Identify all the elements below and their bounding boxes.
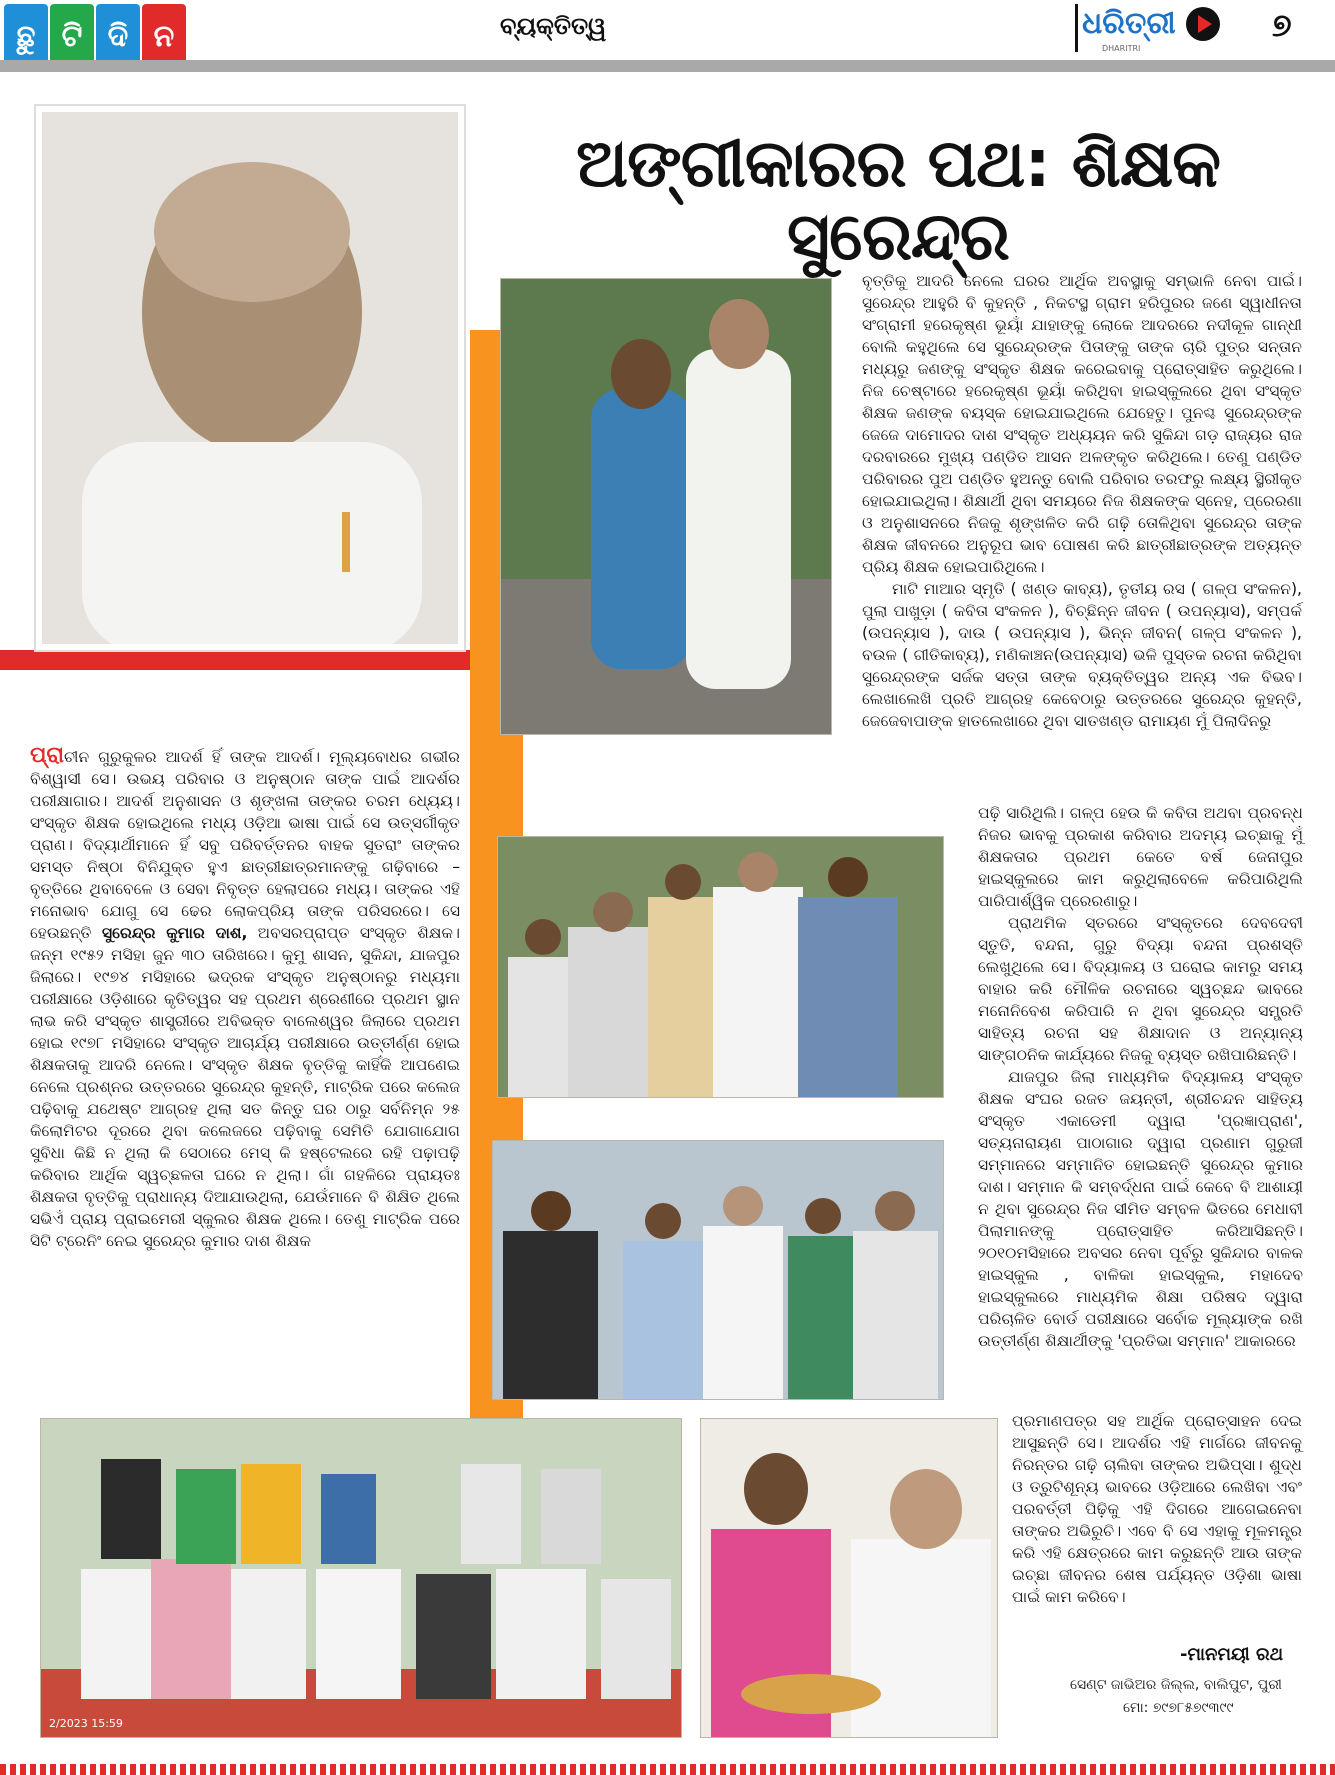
right-column-top — [862, 270, 1302, 732]
section-label: ବ୍ୟକ୍ତିତ୍ୱ — [500, 12, 607, 40]
masthead-letter-3: ଦି — [96, 4, 140, 68]
masthead-letter-1: ଛୁ — [4, 4, 48, 68]
paragraph: ପ୍ରାଥମିକ ସ୍ତରରେ ସଂସ୍କୃତରେ ଦେବଦେବୀ ସ୍ତୁତି, ବନ୍ଦନା, ଗୁରୁ ବିଦ୍ୟା ବନ୍ଦନା ପ୍ରଶସ୍ତି ଲେଖୁଥିଲେ ସେ। ବିଦ୍ୟାଳୟ ଓ ଘରୋଇ କାମରୁ ସମୟ ବାହାର କରି ମୌଳିକ ରଚନାରେ ସ୍ୱଚ୍ଛନ୍ଦ ଭାବରେ ମନୋନିବେଶ କରିପାରି ନ ଥିବା ସୁରେନ୍ଦ୍ର ସମ୍ପ୍ରତି ସାହିତ୍ୟ ରଚନା ସହ ଶିକ୍ଷାଦାନ ଓ ଅନ୍ୟାନ୍ୟ ସାଙ୍ଗଠନିକ କାର୍ଯ୍ୟରେ ନିଜକୁ ବ୍ୟସ୍ତ ରଖିପାରିଛନ୍ତି। — [978, 914, 1303, 1064]
red-accent-bar — [0, 650, 470, 670]
couple-image — [501, 279, 831, 734]
paragraph: ଚୀନ ଗୁରୁକୁଳର ଆଦର୍ଶ ହିଁ ତାଙ୍କ ଆଦର୍ଶ। ମୂଲ୍ୟବୋଧର ଗଭୀର ବିଶ୍ୱାସୀ ସେ। ଉଭୟ ପରିବାର ଓ ଅନୁଷ୍ଠାନ ତାଙ୍କ ପାଇଁ ଆଦର୍ଶର ପରୀକ୍ଷାଗାର। ଆଦର୍ଶ ଅନୁଶାସନ ଓ ଶୃଙ୍ଖଳା ତାଙ୍କର ଚରମ ଧ୍ୟେୟ। ସଂସ୍କୃତ ଶିକ୍ଷକ ହୋଇଥିଲେ ମଧ୍ୟ ଓଡ଼ିଆ ଭାଷା ପାଇଁ ସେ ଉତ୍ସର୍ଗୀକୃତ ପ୍ରାଣ। ବିଦ୍ୟାର୍ଥୀମାନେ ହିଁ ସବୁ ପରିବର୍ତ୍ତନର ବାହକ ସୁତରାଂ ତାଙ୍କର ସମସ୍ତ ନିଷ୍ଠା ବିନିଯୁକ୍ତ ହୁଏ ଛାତ୍ରୀଛାତ୍ରମାନଙ୍କୁ ଗଢ଼ିବାରେ – ବୃତ୍ତିରେ ଥିବାବେଳେ ଓ ସେବା ନିବୃତ୍ତ ହେଲାପରେ ମଧ୍ୟ। ତାଙ୍କର ଏହି ମନୋଭାବ ଯୋଗୁ ସେ ଢେର ଲୋକପ୍ରିୟ ତାଙ୍କ ପରିସରରେ। ସେ ହେଉଛନ୍ତି — [30, 748, 460, 942]
brand-subtitle: DHARITRI — [1102, 44, 1141, 53]
article-headline: ଅଙ୍ଗୀକାରର ପଥ: ଶିକ୍ଷକ ସୁରେନ୍ଦ୍ର — [576, 125, 1220, 275]
paragraph: ପ୍ରମାଣପତ୍ର ସହ ଆର୍ଥିକ ପ୍ରୋତ୍ସାହନ ଦେଇ ଆସୁଛନ୍ତି ସେ। ଆଦର୍ଶର ଏହି ମାର୍ଗରେ ଜୀବନକୁ ନିରନ୍ତର ଗଢ଼ି ଚାଲିବା ତାଙ୍କର ଅଭିପ୍ସା। ଶୁଦ୍ଧ ଓ ତ୍ରୁଟିଶୂନ୍ୟ ଭାବରେ ଓଡ଼ିଆରେ ଲେଖିବା ଏବଂ ପରବର୍ତ୍ତୀ ପିଢ଼ିକୁ ଏହି ଦିଗରେ ଆଗେଇନେବା ତାଙ୍କର ଅଭିରୁଚି। ଏବେ ବି ସେ ଏହାକୁ ମୂଳମନ୍ତ୍ର କରି ଏହି କ୍ଷେତ୍ରରେ କାମ କରୁଛନ୍ତି ଆଉ ତାଙ୍କ ଇଚ୍ଛା ଜୀବନର ଶେଷ ପର୍ଯ୍ୟନ୍ତ ଓଡ଼ିଶା ଭାଷା ପାଇଁ କାମ କରିବେ। — [1012, 1412, 1302, 1606]
play-icon — [1186, 7, 1220, 41]
right-column-middle — [978, 802, 1303, 1352]
paragraph: ମାଟି ମାଆର ସ୍ମୃତି ( ଖଣ୍ଡ କାବ୍ୟ), ତୃତୀୟ ରସ ( ଗଳ୍ପ ସଂକଳନ), ପୁଲା ପାଖୁଡ଼ା ( କବିତା ସଂକଳନ ), ବିଚ୍ଛିନ୍ନ ଜୀବନ ( ଉପନ୍ୟାସ), ସମ୍ପର୍କ (ଉପନ୍ୟାସ ), ଦାଉ ( ଉପନ୍ୟାସ ), ଭିନ୍ନ ଜୀବନ( ଗଳ୍ପ ସଂକଳନ ), ବଉଳ ( ଗୀତିକାବ୍ୟ), ମଣିକାଞ୍ଚନ(ଉପନ୍ୟାସ) ଭଳି ପୁସ୍ତକ ରଚନା କରିଥିବା ସୁରେନ୍ଦ୍ରଙ୍କ ସର୍ଜକ ସତ୍ତା ତାଙ୍କ ବ୍ୟକ୍ତିତ୍ୱର ଅନ୍ୟ ଏକ ବିଭବ। ଲେଖାଲେଖି ପ୍ରତି ଆଗ୍ରହ କେବେଠାରୁ ଉତ୍ତରରେ ସୁରେନ୍ଦ୍ର କୁହନ୍ତି, ଜେଜେବାପାଙ୍କ ହାତଲେଖାରେ ଥିବା ସାତଖଣ୍ଡ ରାମାୟଣ ମୁଁ ପିଲାଦିନରୁ — [862, 580, 1302, 730]
group-photo-1 — [497, 836, 944, 1098]
group-image-1 — [498, 837, 943, 1097]
photo-timestamp: 2/2023 15:59 — [49, 1717, 123, 1730]
group-photo-2 — [492, 1140, 944, 1400]
person-name: ସୁରେନ୍ଦ୍ର କୁମାର ଦାଶ, — [102, 924, 248, 942]
group-photo-3 — [40, 1418, 682, 1738]
paragraph: ପଢ଼ି ସାରିଥିଲି। ଗଳ୍ପ ହେଉ କି କବିତା ଅଥବା ପ୍ରବନ୍ଧ ନିଜର ଭାବକୁ ପ୍ରକାଶ କରିବାର ଅଦମ୍ୟ ଇଚ୍ଛାକୁ ମୁଁ ଶିକ୍ଷକତାର ପ୍ରଥମ କେତେ ବର୍ଷ ଜେନାପୁର ହାଇସ୍କୁଲରେ କାମ କରୁଥିଲାବେଳେ କରିପାରିଥିଲି ପାରିପାର୍ଶ୍ୱିକ ପ୍ରେରଣାରୁ। — [978, 804, 1303, 910]
author-byline: -ମାନମୟୀ ରଥ — [1180, 1644, 1284, 1665]
paragraph: ଯାଜପୁର ଜିଲା ମାଧ୍ୟମିକ ବିଦ୍ୟାଳୟ ସଂସ୍କୃତ ଶିକ୍ଷକ ସଂଘର ରଜତ ଜୟନ୍ତୀ, ଶ୍ରୀଚନ୍ଦନ ସାହିତ୍ୟ ସଂସ୍କୃତ ଏକାଡେମୀ ଦ୍ୱାରା 'ପ୍ରଜ୍ଞାପ୍ରାଣ', ସତ୍ୟନାରାୟଣ ପାଠାଗାର ଦ୍ୱାରା ପ୍ରଣାମ ଗୁରୁଜୀ ସମ୍ମାନରେ ସମ୍ମାନିତ ହୋଇଛନ୍ତି ସୁରେନ୍ଦ୍ର କୁମାର ଦାଶ। ସମ୍ମାନ କି ସମ୍ବର୍ଦ୍ଧନା ପାଇଁ କେବେ ବି ଆଶାୟୀ ନ ଥିବା ସୁରେନ୍ଦ୍ର ନିଜ ସୀମିତ ସମ୍ବଳ ଭିତରେ ମେଧାବୀ ପିଲାମାନଙ୍କୁ ପ୍ରୋତ୍ସାହିତ କରିଆସିଛନ୍ତି। ୨୦୧୦ମସିହାରେ ଅବସର ନେବା ପୂର୍ବରୁ ସୁକିନ୍ଦାର ବାଳକ ହାଇସ୍କୁଲ , ବାଳିକା ହାଇସ୍କୁଲ, ମହାଦେବ ହାଇସ୍କୁଲରେ ମାଧ୍ୟମିକ ଶିକ୍ଷା ପରିଷଦ ଦ୍ୱାରା ପରିଚାଳିତ ବୋର୍ଡ ପରୀକ୍ଷାରେ ସର୍ବୋଚ୍ଚ ମୂଲ୍ୟାଙ୍କ ରଖି ଉତ୍ତୀର୍ଣ୍ଣ ଶିକ୍ଷାର୍ଥୀଙ୍କୁ 'ପ୍ରତିଭା ସମ୍ମାନ' ଆକାରରେ — [978, 1068, 1303, 1350]
left-column — [30, 745, 460, 1252]
portrait-photo — [34, 104, 466, 652]
ritual-image — [701, 1419, 997, 1737]
couple-photo — [500, 278, 832, 735]
dropcap: ପ୍ରା — [30, 743, 64, 768]
footer-strip — [0, 1764, 1335, 1775]
right-column-bottom — [1012, 1410, 1302, 1608]
portrait-image — [42, 112, 458, 644]
page-number: ୭ — [1272, 6, 1292, 44]
author-phone: ମୋ: ୭୯୭୮୫୭୯୩୯୯ — [1123, 1700, 1234, 1716]
brand-logo — [1082, 6, 1220, 53]
author-address: ସେଣ୍ଟ ଜାଭିଅର ଜିଲ୍ଲ, ବାଲିପୁଟ, ପୁରୀ — [1070, 1677, 1282, 1693]
paragraph: ଅବସରପ୍ରାପ୍ତ ସଂସ୍କୃତ ଶିକ୍ଷକ। ଜନ୍ମ ୧୯୫୨ ମସିହା ଜୁନ ୩୦ ତାରିଖରେ। କୁମୁ ଶାସନ, ସୁକିନ୍ଦା, ଯାଜପୁର ଜିଲାରେ। ୧୯୭୪ ମସିହାରେ ଭଦ୍ରକ ସଂସ୍କୃତ ଅନୁଷ୍ଠାନରୁ ମଧ୍ୟମା ପରୀକ୍ଷାରେ ଓଡ଼ିଶାରେ କୃତିତ୍ୱର ସହ ପ୍ରଥମ ଶ୍ରେଣୀରେ ପ୍ରଥମ ସ୍ଥାନ ଲାଭ କରି ସଂସ୍କୃତ ଶାସ୍ତ୍ରୀରେ ଅବିଭକ୍ତ ବାଲେଶ୍ୱର ଜିଲାରେ ପ୍ରଥମ ହୋଇ ୧୯୭୮ ମସିହାରେ ସଂସ୍କୃତ ଆଚାର୍ଯ୍ୟ ପରୀକ୍ଷାରେ ଉତ୍ତୀର୍ଣ୍ଣ ହୋଇ ଶିକ୍ଷକତାକୁ ଆଦରି ନେଲେ। ସଂସ୍କୃତ ଶିକ୍ଷକ ବୃତ୍ତିକୁ କାହିଁକି ଆପଣେଇ ନେଲେ ପ୍ରଶ୍ନର ଉତ୍ତରରେ ସୁରେନ୍ଦ୍ର କୁହନ୍ତି, ମାଟ୍ରିକ ପରେ କଲେଜ ପଢ଼ିବାକୁ ଯଥେଷ୍ଟ ଆଗ୍ରହ ଥିଲା ସତ କିନ୍ତୁ ଘର ଠାରୁ ସର୍ବନିମ୍ନ ୨୫ କିଲୋମିଟର ଦୂରରେ ଥିବା କଲେଜରେ ପଢ଼ିବାକୁ ସେମିତି ଯୋଗାଯୋଗ ସୁବିଧା କିଛି ନ ଥିଲା କି ସେଠାରେ ମେସ୍ କି ହଷ୍ଟେଲରେ ରହି ପଢ଼ାପଢ଼ି କରିବାର ଆର୍ଥିକ ସ୍ୱଚ୍ଛଳତା ଘରେ ନ ଥିଲା। ଗାଁ ଗହଳିରେ ପ୍ରାୟତଃ ଶିକ୍ଷକତା ବୃତ୍ତିକୁ ପ୍ରାଧାନ୍ୟ ଦିଆଯାଉଥିଲା, ଯେଉଁମାନେ ବି ଶିକ୍ଷିତ ଥିଲେ ସଭିଏଁ ପ୍ରାୟ ପ୍ରାଇମେରୀ ସ୍କୁଲର ଶିକ୍ଷକ ଥିଲେ। ତେଣୁ ମାଟ୍ରିକ ପରେ ସିଟି ଟ୍ରେନିଂ ନେଇ ସୁରେନ୍ଦ୍ର କୁମାର ଦାଶ ଶିକ୍ଷକ — [30, 924, 460, 1250]
masthead-letter-4: ନ — [142, 4, 186, 68]
ritual-photo — [700, 1418, 998, 1738]
header-rule — [0, 60, 1335, 72]
masthead-letter-2: ଟି — [50, 4, 94, 68]
group-image-2 — [493, 1141, 943, 1399]
paragraph: ବୃତ୍ତିକୁ ଆଦରି ନେଲେ ଘରର ଆର୍ଥିକ ଅବସ୍ଥାକୁ ସମ୍ଭାଳି ନେବା ପାଇଁ। ସୁରେନ୍ଦ୍ର ଆହୁରି ବି କୁହନ୍ତି , ନିକଟସ୍ଥ ଗ୍ରାମ ହରିପୁରର ଜଣେ ସ୍ୱାଧୀନତା ସଂଗ୍ରାମୀ ହରେକୃଷ୍ଣ ଭୂୟାଁ ଯାହାଙ୍କୁ ଲୋକେ ଆଦରରେ ନଦୀକୂଳ ଗାନ୍ଧୀ ବୋଲି କହୁଥିଲେ ସେ ସୁରେନ୍ଦ୍ରଙ୍କ ପିତାଙ୍କୁ ତାଙ୍କ ଚାରି ପୁତ୍ର ସନ୍ତାନ ମଧ୍ୟରୁ ଜଣଙ୍କୁ ସଂସ୍କୃତ ଶିକ୍ଷକ କରେଇବାକୁ ପ୍ରୋତ୍ସାହିତ କରୁଥିଲେ। ନିଜ ଚେଷ୍ଟାରେ ହରେକୃଷ୍ଣ ଭୂୟାଁ କରିଥିବା ହାଇସ୍କୁଲରେ ଥିବା ସଂସ୍କୃତ ଶିକ୍ଷକ ଜଣଙ୍କ ବୟସ୍କ ହୋଇଯାଇଥିଲେ ଯେହେତୁ। ପୁନଶ୍ଚ ସୁରେନ୍ଦ୍ରଙ୍କ ଜେଜେ ଦାମୋଦର ଦାଶ ସଂସ୍କୃତ ଅଧ୍ୟୟନ କରି ସୁକିନ୍ଦା ଗଡ଼ ରାଜ୍ୟର ରାଜ ଦରବାରରେ ମୁଖ୍ୟ ପଣ୍ଡିତ ଆସନ ଅଳଙ୍କୃତ କରିଥିଲେ। ତେଣୁ ପଣ୍ଡିତ ପରିବାରର ପୁଅ ପଣ୍ଡିତ ହୁଅନ୍ତୁ ବୋଲି ପରିବାର ତରଫରୁ ଲକ୍ଷ୍ୟ ସ୍ଥିରୀକୃତ ହୋଇଯାଇଥିଲା। ଶିକ୍ଷାର୍ଥୀ ଥିବା ସମୟରେ ନିଜ ଶିକ୍ଷକଙ୍କ ସ୍ନେହ, ପ୍ରେରଣା ଓ ଅନୁଶାସନରେ ନିଜକୁ ଶୃଙ୍ଖଳିତ କରି ଗଢ଼ି ତୋଳିଥିବା ସୁରେନ୍ଦ୍ର ତାଙ୍କ ଶିକ୍ଷକ ଜୀବନରେ ଅନୁରୂପ ଭାବ ପୋଷଣ କରି ଛାତ୍ରୀଛାତ୍ରଙ୍କ ଅତ୍ୟନ୍ତ ପ୍ରିୟ ଶିକ୍ଷକ ହୋଇପାରିଥିଲେ। — [862, 272, 1302, 576]
header-divider — [1075, 4, 1078, 52]
masthead — [4, 4, 186, 68]
group-image-3 — [41, 1419, 681, 1737]
brand-name: ଧରିତ୍ରୀ — [1082, 6, 1176, 41]
